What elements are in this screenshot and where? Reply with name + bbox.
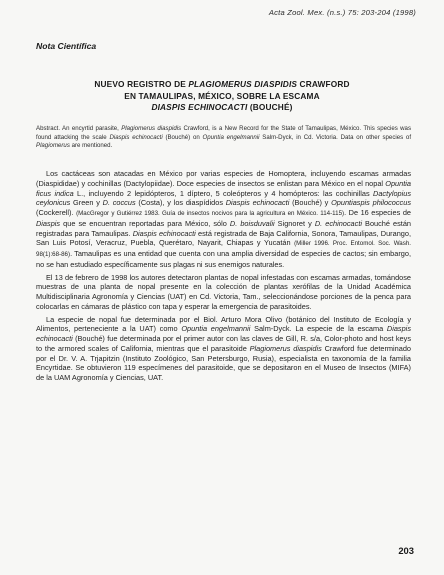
citation: (MacGregor y Gutiérrez 1983. Guía de insectos nocivos para la agricultura en México. 114-115) — [76, 210, 345, 217]
abstract-species: Plagiomerus — [36, 142, 70, 150]
abstract-species: Plagiomerus diaspidis — [121, 125, 182, 132]
section-label: Nota Científica — [36, 41, 97, 51]
citation: (Miller 1996. Proc. Entomol. Soc. Wash. 98(1):68-86) — [36, 240, 411, 258]
title-host-species: DIASPIS ECHINOCACTI — [151, 102, 248, 113]
abstract-species: Opuntia engelmannii — [202, 133, 260, 141]
species-name: Opuntia engelmannii — [181, 324, 251, 334]
species-name: Diaspis — [36, 218, 61, 228]
title-author: CRAWFORD — [297, 79, 350, 89]
body-text: Bouché están registradas para Tamaulipas. — [36, 218, 411, 238]
body-text: Los cactáceas son atacadas en México por varias especies de Homoptera, incluyendo escamas armadas (Diaspididae) y cochinillas (Dactylopiidae). Doce especies de insectos se enlistan para México en el nopal — [36, 169, 411, 188]
species-name: D. coccus — [102, 198, 136, 208]
article-body — [36, 169, 411, 386]
body-text: Signoret y — [274, 218, 315, 228]
title-line-2: EN TAMAULIPAS, MÉXICO, SOBRE LA ESCAMA — [124, 90, 320, 101]
body-text: (Cockerell). — [36, 208, 77, 217]
body-text: La especie de nopal fue determinada por el Biol. Arturo Mora Olivo (botánico del Instituto de Ecología y Alimentos, perteneciente a la UAT) como — [36, 314, 411, 334]
species-name: Plagiomerus diaspidis — [249, 343, 322, 353]
body-paragraph-2: El 13 de febrero de 1998 los autores detectaron plantas de nopal infestadas con escamas armadas, tomándose muestras de una planta de nopal presente en la colección de plantas xerófilas de la Unidad Académica Multidisciplinaria Agronomía y Ciencias (UAT) en Cd. Victoria, Tam., seleccionándose porciones de la penca para colocarlas en cámaras de plástico con tapa y esperar la emergencia de parasitoides. — [36, 272, 411, 311]
body-text: Salm-Dyck. La especie de la escama — [250, 324, 387, 334]
body-text: L., incluyendo 2 lepidópteros, 1 díptero, 5 coleópteros y 4 homópteros: las cochinillas — [73, 188, 374, 198]
species-name: Diaspis echinocacti — [132, 228, 196, 238]
abstract-text: are mentioned. — [69, 142, 113, 150]
species-name: Diaspis echinocacti — [36, 324, 411, 343]
title-text: NUEVO REGISTRO DE — [94, 79, 189, 89]
body-text: (Bouché) fue determinada por el primer autor con las claves de Gill, R. s/a, Color-photo and host keys to the armored scales of California, mientras que el parasitoide — [36, 334, 411, 353]
body-paragraph-3 — [36, 315, 411, 383]
species-name: Dactylopius ceylonicus — [36, 188, 412, 208]
body-text: está registrada de Baja California, Sonora, Tamaulipas, Durango, San Luis Potosí, Veracruz, Puebla, Querétaro, Nayarit, Chiapas y Yucatán — [36, 228, 412, 248]
title-species: PLAGIOMERUS DIASPIDIS — [188, 79, 298, 89]
abstract-species: Diaspis echinocacti — [109, 133, 163, 141]
species-name: Opuntia ficus indica — [36, 178, 411, 198]
abstract-text: Salm-Dyck, in Cd. Victoria. Data on other species of — [259, 133, 412, 141]
species-name: D. boisduvalii — [229, 218, 275, 228]
abstract — [36, 125, 411, 151]
abstract-text: Abstract. An encyrtid parasite, — [36, 125, 122, 132]
abstract-text: Crawford, is a New Record for the State of Tamaulipas, México. This species was found attacking the scale — [36, 125, 411, 141]
running-head: Acta Zool. Mex. (n.s.) 75: 203-204 (1998) — [268, 8, 416, 17]
body-text: Crawford fue determinado por el Dr. V. A. Trjapitzin (Instituto Zoológico, San Petersburgo, Rusia), especialista en taxonomía de la familia Encyrtidae. Se obtuvieron 119 especímenes del parasitoide, que se depositaron en el Museo de Insectos (MIFA) de la UAM Agronomía y Ciencias, UAT. — [36, 343, 412, 382]
body-text: Green y — [70, 198, 103, 208]
body-text: (Costa), y los diaspídidos — [135, 198, 226, 208]
body-paragraph-1 — [36, 169, 411, 270]
abstract-text: (Bouché) on — [162, 133, 203, 141]
title-line-1 — [36, 79, 408, 91]
title-line-3 — [36, 102, 408, 114]
body-text: (Bouché) y — [289, 198, 332, 208]
species-name: Diaspis echinocacti — [225, 198, 290, 208]
title-host-author: (BOUCHÉ) — [247, 102, 293, 113]
page-number: 203 — [398, 545, 414, 556]
body-text: que se encuentran reportadas para México, sólo — [60, 218, 230, 228]
article-title — [36, 79, 408, 114]
body-text: . Tamaulipas es una entidad que cuenta con una amplia diversidad de especies de cactos; sin embargo, no se han estudiado específicamente sus plagas ni sus enemigos naturales. — [36, 249, 411, 269]
species-name: Opuntiaspis philococcus — [331, 198, 411, 208]
body-text: . De 16 especies de — [344, 208, 411, 217]
species-name: D. echinocacti — [314, 218, 362, 228]
